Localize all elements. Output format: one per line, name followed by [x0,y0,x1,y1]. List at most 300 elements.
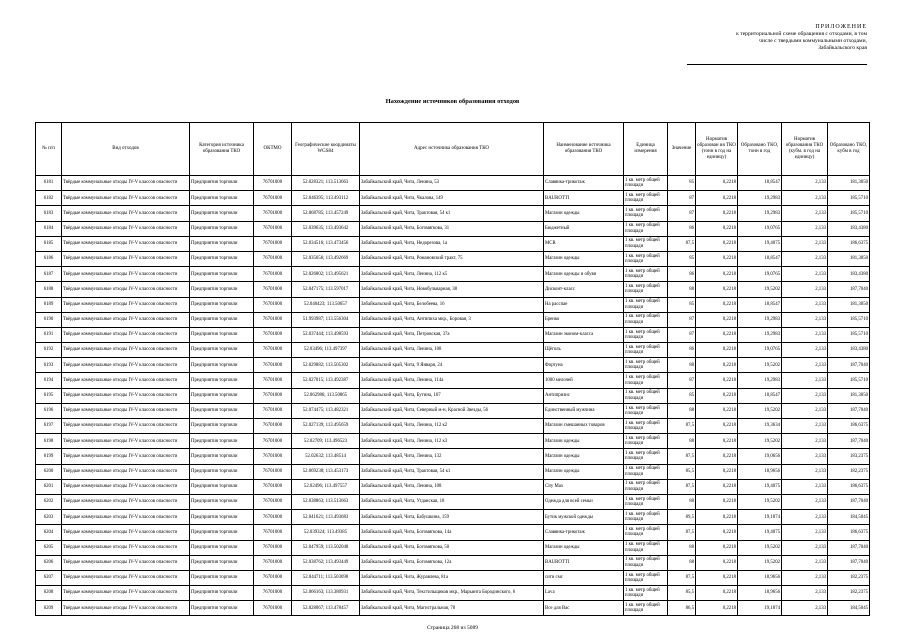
cell-coordinates: 52.069238; 113.453173 [292,464,360,479]
cell-address: Забайкальский край, Чита, Богомягкова, 14а [360,525,544,540]
cell-coordinates: 52.068785; 113.457249 [292,206,360,221]
appendix-line-2: числе с твердыми коммунальными отходами, [759,38,867,44]
cell-source-name: Lava [544,586,624,601]
cell-norm-m3: 2,133 [782,510,828,525]
cell-row-number: 6202 [36,494,62,509]
cell-value: 87,5 [668,570,696,585]
cell-waste-type: Твёрдые коммунальные отходы IV-V классов опасности [62,236,190,251]
cell-row-number: 6193 [36,358,62,373]
cell-volume-m3: 183,4380 [828,221,870,236]
cell-coordinates: 52.040423; 113.50657 [292,297,360,312]
cell-row-number: 6196 [36,403,62,418]
appendix-note [687,24,867,65]
cell-row-number: 6194 [36,373,62,388]
cell-unit: 1 кв. метр общей площади [624,236,668,251]
cell-unit: 1 кв. метр общей площади [624,251,668,266]
cell-value: 89,5 [668,510,696,525]
cell-source-category: Предприятия торговли [190,525,254,540]
cell-unit: 1 кв. метр общей площади [624,312,668,327]
cell-norm-tons: 0,2218 [696,191,738,206]
cell-row-number: 6207 [36,570,62,585]
cell-norm-m3: 2,133 [782,555,828,570]
cell-norm-m3: 2,133 [782,343,828,358]
cell-norm-tons: 0,2218 [696,236,738,251]
cell-norm-m3: 2,133 [782,419,828,434]
cell-oktmo-code: 76701000 [254,251,292,266]
cell-norm-tons: 0,2218 [696,449,738,464]
cell-volume-tons: 18,8547 [738,251,782,266]
cell-source-name: MCR [544,236,624,251]
cell-volume-tons: 19,4075 [738,479,782,494]
cell-source-category: Предприятия торговли [190,419,254,434]
cell-volume-tons: 19,5202 [738,434,782,449]
cell-row-number: 6209 [36,601,62,616]
cell-oktmo-code: 76701000 [254,312,292,327]
cell-oktmo-code: 76701000 [254,282,292,297]
table-row [36,343,870,358]
cell-value: 88 [668,282,696,297]
cell-norm-m3: 2,133 [782,191,828,206]
cell-value: 86 [668,267,696,282]
cell-source-category: Предприятия торговли [190,555,254,570]
table-row [36,267,870,282]
cell-value: 88 [668,494,696,509]
header-address: Адрес источника образования ТКО [360,123,544,176]
cell-address: Забайкальский край, Чита, Недорезова, 1а [360,236,544,251]
cell-oktmo-code: 76701000 [254,388,292,403]
cell-norm-m3: 2,133 [782,358,828,373]
cell-source-name: Бренко [544,312,624,327]
table-body [36,176,870,616]
cell-volume-tons: 19,5202 [738,358,782,373]
table-row [36,327,870,342]
cell-waste-type: Твёрдые коммунальные отходы IV-V классов опасности [62,327,190,342]
cell-norm-m3: 2,133 [782,570,828,585]
cell-norm-m3: 2,133 [782,601,828,616]
table-row [36,251,870,266]
cell-norm-tons: 0,2218 [696,494,738,509]
cell-value: 88 [668,358,696,373]
cell-volume-m3: 185,5710 [828,206,870,221]
header-vol-t: Образовано ТКО, тонн в год [738,123,782,176]
table-row [36,236,870,251]
cell-value: 88 [668,434,696,449]
cell-coordinates: 52.03496; 113.497397 [292,343,360,358]
cell-source-category: Предприятия торговли [190,251,254,266]
cell-coordinates: 52.047175; 113.597017 [292,282,360,297]
cell-oktmo-code: 76701000 [254,494,292,509]
cell-source-name: Дисконт-класс [544,282,624,297]
header-category: Категория источника образования ТКО [190,123,254,176]
cell-source-category: Предприятия торговли [190,358,254,373]
cell-unit: 1 кв. метр общей площади [624,297,668,312]
cell-row-number: 6201 [36,479,62,494]
cell-source-category: Предприятия торговли [190,221,254,236]
table-row [36,221,870,236]
cell-volume-m3: 187,7040 [828,555,870,570]
cell-coordinates: 52.047959; 113.502048 [292,540,360,555]
table-row [36,494,870,509]
cell-volume-m3: 187,7040 [828,494,870,509]
table-row [36,358,870,373]
cell-value: 87 [668,206,696,221]
cell-row-number: 6205 [36,540,62,555]
cell-source-category: Предприятия торговли [190,601,254,616]
cell-value: 87 [668,327,696,342]
cell-oktmo-code: 76701000 [254,570,292,585]
cell-norm-m3: 2,133 [782,388,828,403]
cell-volume-m3: 187,7040 [828,358,870,373]
cell-row-number: 6199 [36,449,62,464]
cell-unit: 1 кв. метр общей площади [624,267,668,282]
cell-waste-type: Твёрдые коммунальные отходы IV-V классов опасности [62,403,190,418]
cell-source-name: Славянка-трикотаж [544,525,624,540]
cell-norm-m3: 2,133 [782,176,828,191]
cell-row-number: 6185 [36,236,62,251]
cell-unit: 1 кв. метр общей площади [624,494,668,509]
cell-volume-m3: 182,2375 [828,586,870,601]
cell-address: Забайкальский край, Чита, Бабушкина, 159 [360,510,544,525]
cell-norm-tons: 0,2218 [696,586,738,601]
table-row [36,297,870,312]
cell-address: Забайкальский край, Чита, Магистральная, 78 [360,601,544,616]
cell-source-category: Предприятия торговли [190,343,254,358]
cell-oktmo-code: 76701000 [254,358,292,373]
header-coords: Географические координаты WGS84 [292,123,360,176]
cell-address: Забайкальский край, Чита, Новобульварная, 38 [360,282,544,297]
cell-norm-tons: 0,2218 [696,251,738,266]
cell-waste-type: Твёрдые коммунальные отходы IV-V классов опасности [62,373,190,388]
cell-waste-type: Твёрдые коммунальные отходы IV-V классов опасности [62,525,190,540]
cell-norm-tons: 0,2218 [696,267,738,282]
cell-address: Забайкальский край, Чита, Бутина, 107 [360,388,544,403]
cell-norm-m3: 2,133 [782,327,828,342]
cell-source-category: Предприятия торговли [190,510,254,525]
cell-volume-m3: 183,2375 [828,449,870,464]
cell-source-name: Магазин одежды [544,206,624,221]
cell-source-name: Магазин одежды [544,251,624,266]
cell-address: Забайкальский край, Чита, Ленина, 112 к5 [360,267,544,282]
cell-volume-tons: 19,0765 [738,221,782,236]
cell-address: Забайкальский край, Чита, Ленина, 53 [360,176,544,191]
page-footer: Страница 268 из 5089 [426,625,479,631]
cell-row-number: 6181 [36,176,62,191]
header-vol-m3: Образовано ТКО, кубм в год [828,123,870,176]
cell-volume-tons: 19,2983 [738,327,782,342]
table-row [36,464,870,479]
cell-oktmo-code: 76701000 [254,479,292,494]
cell-waste-type: Твёрдые коммунальные отходы IV-V классов опасности [62,419,190,434]
header-num: № п/п [36,123,62,176]
cell-source-name: BAUROTTI [544,191,624,206]
cell-address: Забайкальский край, Чита, Текстильщиков мкр., Марьинга Бородинского, 6 [360,586,544,601]
cell-source-category: Предприятия торговли [190,327,254,342]
cell-unit: 1 кв. метр общей площади [624,191,668,206]
cell-address: Забайкальский край, Чита, Чкалова, 149 [360,191,544,206]
cell-waste-type: Твёрдые коммунальные отходы IV-V классов опасности [62,479,190,494]
cell-volume-tons: 18,8547 [738,176,782,191]
cell-norm-tons: 0,2218 [696,297,738,312]
cell-norm-tons: 0,2218 [696,312,738,327]
cell-source-category: Предприятия торговли [190,586,254,601]
cell-oktmo-code: 76701000 [254,403,292,418]
cell-row-number: 6203 [36,510,62,525]
cell-address: Забайкальский край, Чита, Трактовая, 54 к1 [360,464,544,479]
cell-oktmo-code: 76701000 [254,464,292,479]
cell-norm-m3: 2,133 [782,403,828,418]
cell-oktmo-code: 76701000 [254,540,292,555]
cell-coordinates: 52.074475; 113.482321 [292,403,360,418]
cell-source-name: Антипризис [544,388,624,403]
cell-unit: 1 кв. метр общей площади [624,373,668,388]
cell-oktmo-code: 76701000 [254,297,292,312]
waste-sources-table [35,122,870,616]
cell-oktmo-code: 76701000 [254,221,292,236]
cell-coordinates: 52.066163; 113.380931 [292,586,360,601]
cell-address: Забайкальский край, Чита, Белобеева, 16 [360,297,544,312]
cell-source-category: Предприятия торговли [190,434,254,449]
cell-volume-tons: 19,5202 [738,555,782,570]
cell-waste-type: Твёрдые коммунальные отходы IV-V классов опасности [62,191,190,206]
cell-unit: 1 кв. метр общей площади [624,555,668,570]
cell-source-category: Предприятия торговли [190,403,254,418]
cell-coordinates: 52.028067; 113.478457 [292,601,360,616]
cell-value: 87,5 [668,236,696,251]
cell-waste-type: Твёрдые коммунальные отходы IV-V классов опасности [62,510,190,525]
cell-value: 85 [668,176,696,191]
cell-norm-m3: 2,133 [782,449,828,464]
cell-row-number: 6208 [36,586,62,601]
table-row [36,373,870,388]
cell-source-name: Магазин смешанных товаров [544,419,624,434]
cell-norm-m3: 2,133 [782,434,828,449]
cell-waste-type: Твёрдые коммунальные отходы IV-V классов опасности [62,358,190,373]
cell-coordinates: 52.046395; 113.493112 [292,191,360,206]
cell-volume-m3: 182,2375 [828,570,870,585]
cell-waste-type: Твёрдые коммунальные отходы IV-V классов опасности [62,282,190,297]
cell-oktmo-code: 76701000 [254,343,292,358]
cell-waste-type: Твёрдые коммунальные отходы IV-V классов опасности [62,494,190,509]
cell-norm-m3: 2,133 [782,297,828,312]
table-row [36,176,870,191]
cell-waste-type: Твёрдые коммунальные отходы IV-V классов опасности [62,206,190,221]
cell-source-category: Предприятия торговли [190,388,254,403]
cell-norm-m3: 2,133 [782,236,828,251]
cell-address: Забайкальский край, Чита, 9 Января, 24 [360,358,544,373]
cell-address: Забайкальский край, Чита, Ленина, 108 [360,343,544,358]
cell-waste-type: Твёрдые коммунальные отходы IV-V классов опасности [62,464,190,479]
cell-norm-tons: 0,2218 [696,373,738,388]
cell-source-name: Магазин одежды [544,540,624,555]
cell-volume-tons: 18,9656 [738,464,782,479]
cell-norm-tons: 0,2218 [696,358,738,373]
cell-value: 87,5 [668,449,696,464]
cell-source-name: Все для Вас [544,601,624,616]
cell-norm-m3: 2,133 [782,479,828,494]
cell-value: 88 [668,540,696,555]
cell-source-category: Предприятия торговли [190,373,254,388]
cell-oktmo-code: 76701000 [254,449,292,464]
cell-coordinates: 52.02709; 113.496523 [292,434,360,449]
cell-norm-tons: 0,2218 [696,343,738,358]
cell-unit: 1 кв. метр общей площади [624,540,668,555]
cell-row-number: 6188 [36,282,62,297]
cell-row-number: 6197 [36,419,62,434]
cell-volume-m3: 183,4380 [828,267,870,282]
cell-address: Забайкальский край, Чита, Антипиха мкр., Боровая, 3 [360,312,544,327]
cell-volume-m3: 182,2375 [828,464,870,479]
cell-volume-m3: 185,5710 [828,191,870,206]
cell-volume-tons: 19,2983 [738,191,782,206]
cell-value: 88 [668,555,696,570]
cell-source-category: Предприятия торговли [190,570,254,585]
table-row [36,555,870,570]
cell-address: Забайкальский край, Чита, Ленина, 114а [360,373,544,388]
cell-unit: 1 кв. метр общей площади [624,479,668,494]
header-norm-m3: Норматив образования ТКО (кубм. в год на единицу) [782,123,828,176]
cell-source-name: Магазин одежды [544,464,624,479]
table-header [36,123,870,176]
cell-source-name: Бутик мужской одежды [544,510,624,525]
cell-volume-tons: 18,9656 [738,586,782,601]
cell-row-number: 6206 [36,555,62,570]
table-row [36,479,870,494]
cell-value: 85 [668,388,696,403]
table-row [36,510,870,525]
cell-norm-tons: 0,2218 [696,540,738,555]
cell-source-category: Предприятия торговли [190,282,254,297]
cell-unit: 1 кв. метр общей площади [624,449,668,464]
cell-row-number: 6195 [36,388,62,403]
cell-unit: 1 кв. метр общей площади [624,403,668,418]
cell-volume-tons: 18,8547 [738,297,782,312]
cell-norm-tons: 0,2218 [696,221,738,236]
cell-norm-tons: 0,2218 [696,206,738,221]
cell-source-name: BAUROTTI [544,555,624,570]
cell-unit: 1 кв. метр общей площади [624,570,668,585]
cell-norm-m3: 2,133 [782,206,828,221]
cell-address: Забайкальский край, Чита, Богомягкова, 50 [360,540,544,555]
cell-source-name: сити смс [544,570,624,585]
cell-address: Забайкальский край, Чита, Богомягкова, 31 [360,221,544,236]
table-row [36,601,870,616]
cell-source-category: Предприятия торговли [190,176,254,191]
cell-volume-m3: 187,7040 [828,282,870,297]
cell-address: Забайкальский край, Чита, Романовский тракт, 75 [360,251,544,266]
cell-source-name: Фортуна [544,358,624,373]
cell-volume-m3: 186,6375 [828,479,870,494]
cell-volume-tons: 19,2983 [738,312,782,327]
cell-norm-m3: 2,133 [782,251,828,266]
cell-source-name: Щёголь [544,343,624,358]
cell-value: 87 [668,312,696,327]
cell-coordinates: 52.026802; 113.495621 [292,267,360,282]
document-title: Нахождение источников образования отходов [385,98,520,105]
cell-norm-m3: 2,133 [782,267,828,282]
cell-waste-type: Твёрдые коммунальные отходы IV-V классов опасности [62,176,190,191]
cell-volume-m3: 186,6375 [828,236,870,251]
cell-waste-type: Твёрдые коммунальные отходы IV-V классов опасности [62,540,190,555]
cell-volume-m3: 186,6375 [828,525,870,540]
cell-value: 86 [668,221,696,236]
cell-volume-tons: 19,2983 [738,373,782,388]
cell-waste-type: Твёрдые коммунальные отходы IV-V классов опасности [62,312,190,327]
cell-volume-m3: 187,7040 [828,434,870,449]
cell-volume-tons: 19,0765 [738,267,782,282]
cell-waste-type: Твёрдые коммунальные отходы IV-V классов опасности [62,343,190,358]
table-row [36,419,870,434]
cell-source-category: Предприятия торговли [190,449,254,464]
cell-norm-m3: 2,133 [782,525,828,540]
cell-source-name: На расспае [544,297,624,312]
cell-norm-tons: 0,2218 [696,464,738,479]
header-name: Наименование источника образования ТКО [544,123,624,176]
cell-source-name: Славянка-трикотаж [544,176,624,191]
cell-norm-m3: 2,133 [782,282,828,297]
cell-value: 85,5 [668,464,696,479]
cell-address: Забайкальский край, Чита, Северный м-н, Красной Звезды, 56 [360,403,544,418]
table-row [36,206,870,221]
cell-coordinates: 51.993987; 113.556304 [292,312,360,327]
cell-unit: 1 кв. метр общей площади [624,419,668,434]
cell-oktmo-code: 76701000 [254,191,292,206]
cell-source-name: Магазин одежды [544,449,624,464]
cell-address: Забайкальский край, Чита, Ленина, 112 к3 [360,434,544,449]
cell-waste-type: Твёрдые коммунальные отходы IV-V классов опасности [62,251,190,266]
cell-unit: 1 кв. метр общей площади [624,388,668,403]
cell-oktmo-code: 76701000 [254,236,292,251]
cell-address: Забайкальский край, Чита, Петровская, 37а [360,327,544,342]
table-row [36,525,870,540]
appendix-title: ПРИЛОЖЕНИЕ [815,24,867,30]
cell-row-number: 6190 [36,312,62,327]
cell-value: 86 [668,343,696,358]
cell-norm-tons: 0,2218 [696,434,738,449]
table-row [36,312,870,327]
cell-coordinates: 52.034516; 113.473456 [292,236,360,251]
table-row [36,449,870,464]
cell-norm-tons: 0,2218 [696,479,738,494]
cell-coordinates: 52.02496; 113.497557 [292,479,360,494]
cell-value: 85,5 [668,586,696,601]
cell-volume-tons: 19,4075 [738,236,782,251]
cell-source-name: Бюджетный [544,221,624,236]
table-row [36,540,870,555]
cell-coordinates: 52.037444; 113.498593 [292,327,360,342]
cell-coordinates: 52.039324; 113.49385 [292,525,360,540]
cell-source-name: 1000 мелочей [544,373,624,388]
cell-source-category: Предприятия торговли [190,191,254,206]
cell-waste-type: Твёрдые коммунальные отходы IV-V классов опасности [62,221,190,236]
cell-source-category: Предприятия торговли [190,540,254,555]
cell-unit: 1 кв. метр общей площади [624,525,668,540]
cell-value: 85 [668,297,696,312]
cell-waste-type: Твёрдые коммунальные отходы IV-V классов опасности [62,267,190,282]
cell-unit: 1 кв. метр общей площади [624,586,668,601]
cell-volume-tons: 19,3634 [738,419,782,434]
cell-row-number: 6191 [36,327,62,342]
cell-source-name: City Max [544,479,624,494]
cell-source-name: Единственный мужчина [544,403,624,418]
cell-row-number: 6184 [36,221,62,236]
cell-norm-tons: 0,2218 [696,403,738,418]
cell-address: Забайкальский край, Чита, Журавлева, 81а [360,570,544,585]
table-row [36,403,870,418]
cell-oktmo-code: 76701000 [254,419,292,434]
cell-source-name: Одежда для всей семьи [544,494,624,509]
cell-source-name: Магазин одежды [544,434,624,449]
cell-volume-m3: 181,3050 [828,297,870,312]
